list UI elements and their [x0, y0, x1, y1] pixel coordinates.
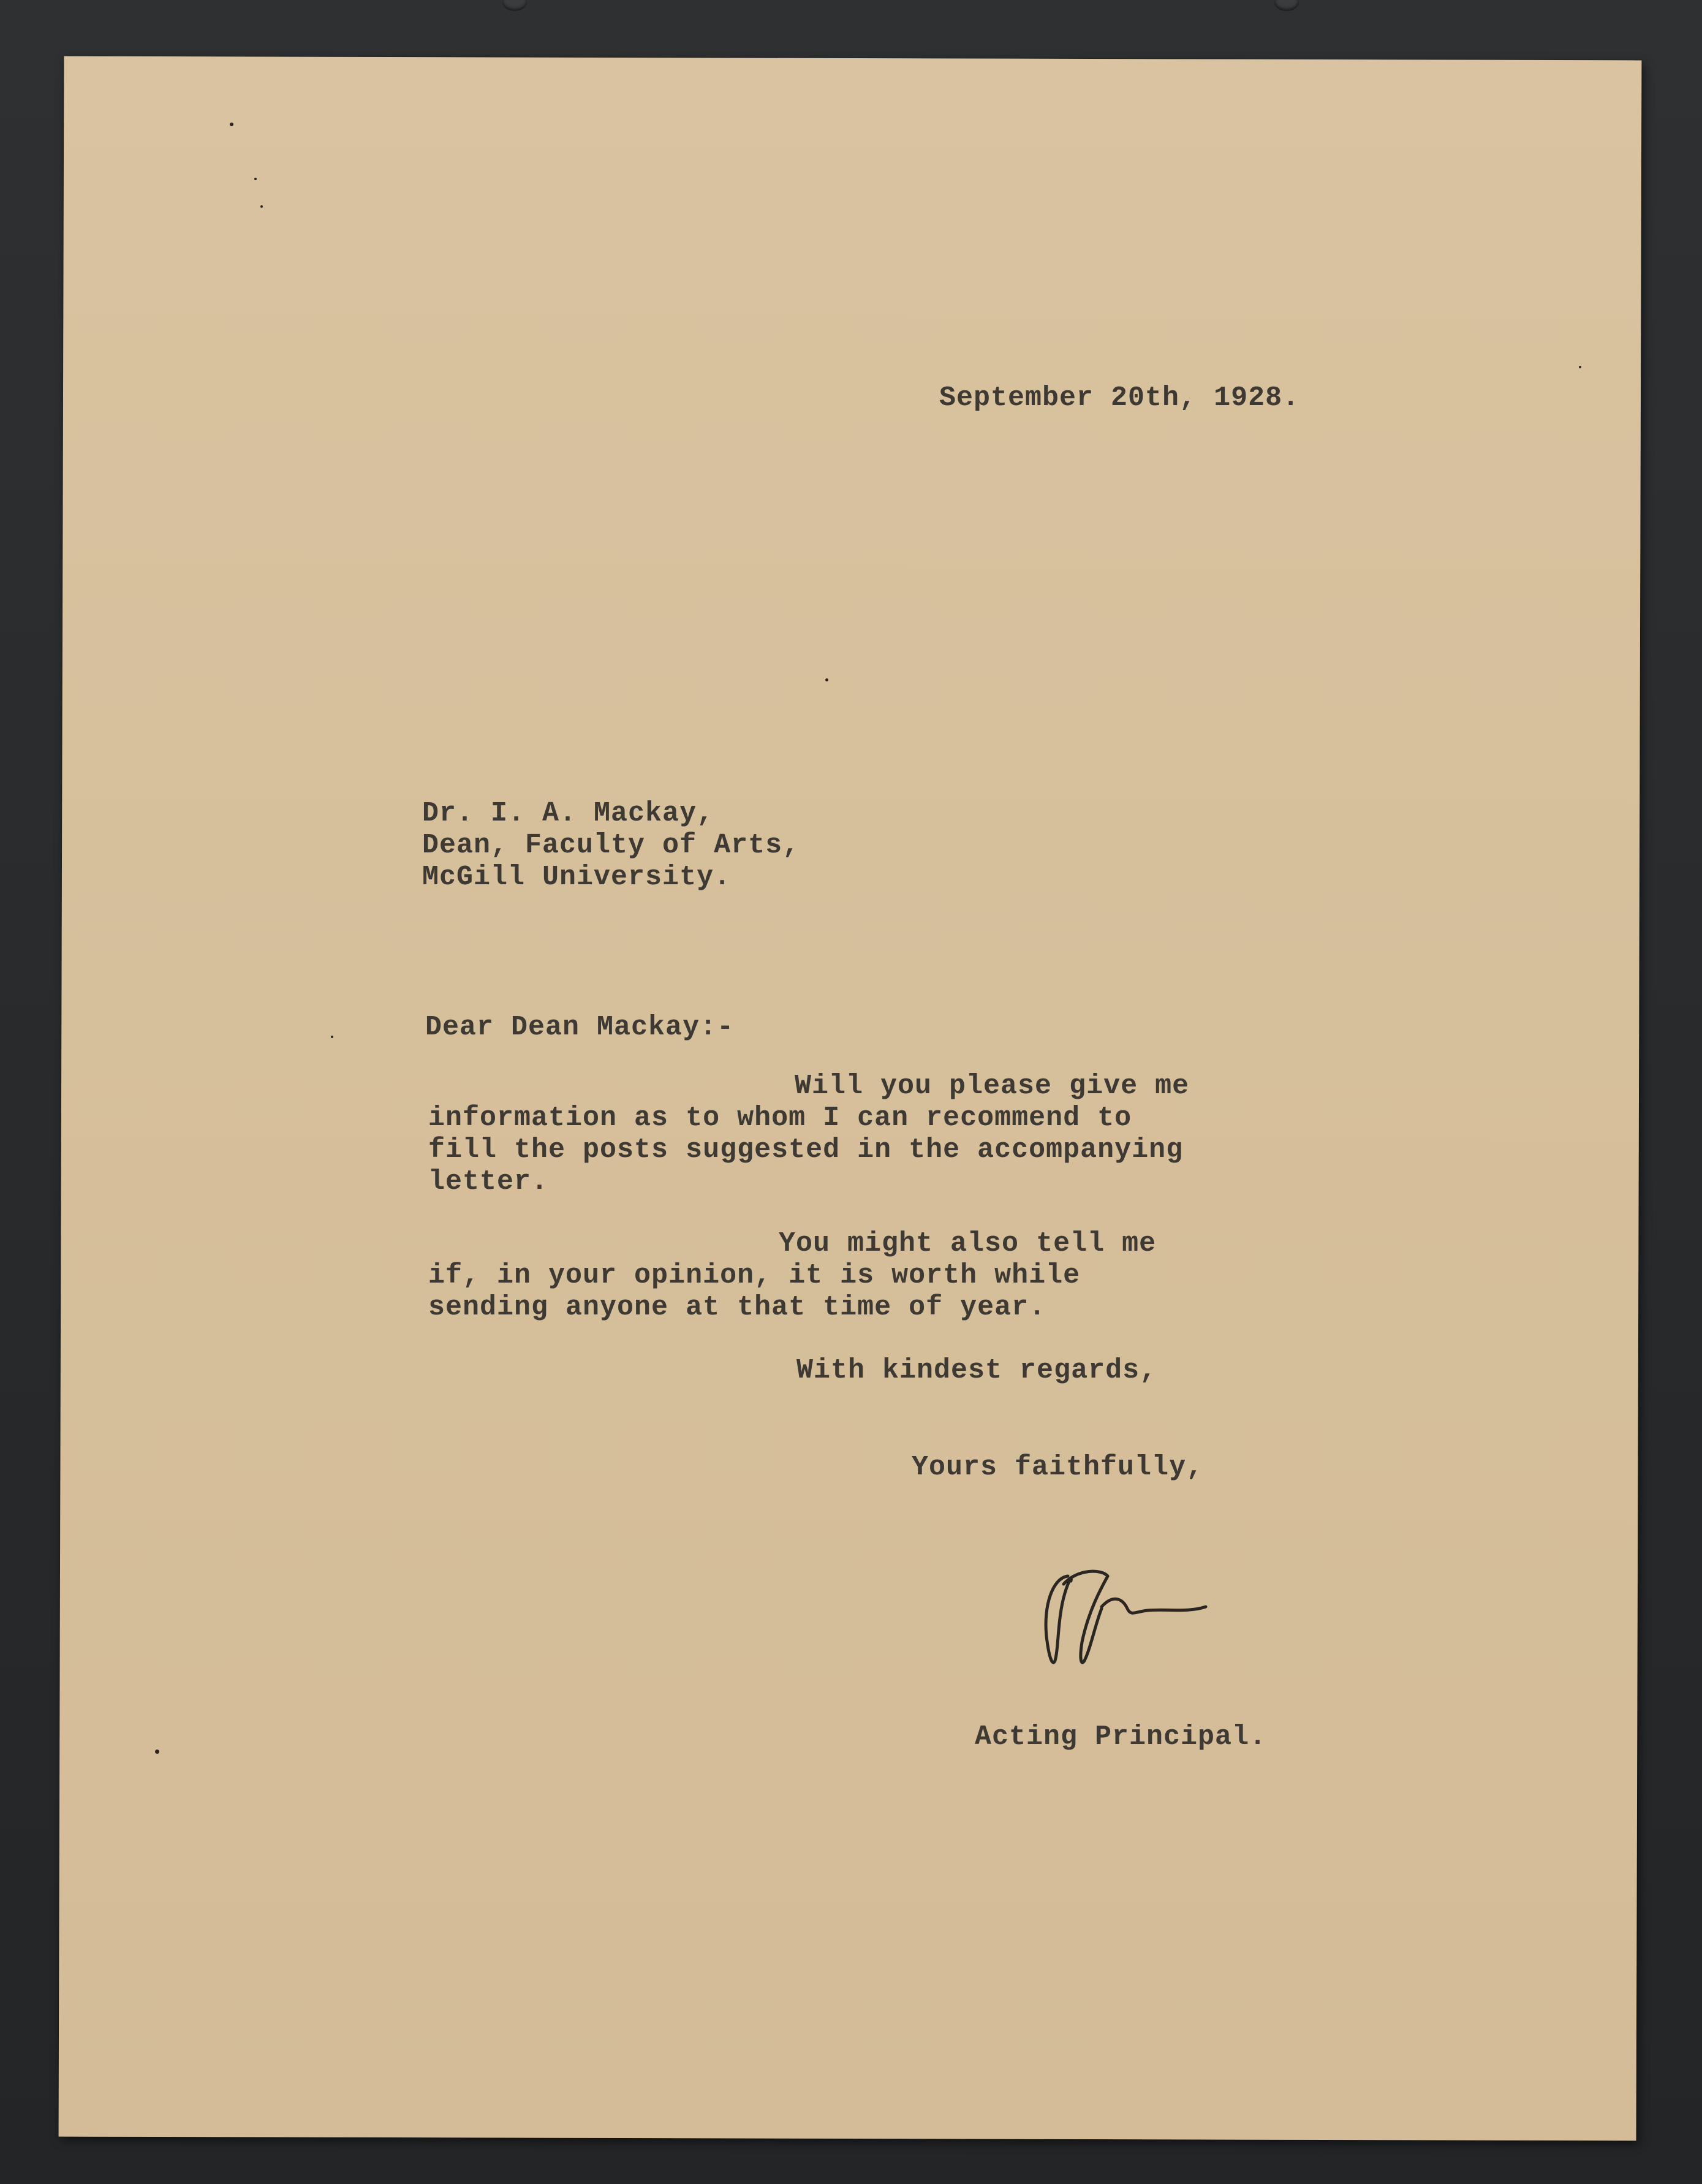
ink-speck [260, 205, 263, 208]
body-paragraph-2-line: You might also tell me [779, 1228, 1157, 1259]
ink-speck [230, 123, 233, 126]
recipient-position: Dean, Faculty of Arts, [422, 830, 800, 861]
recipient-institution: McGill University. [422, 862, 732, 893]
body-paragraph-2-line: sending anyone at that time of year. [428, 1292, 1046, 1323]
closing-line: With kindest regards, [796, 1355, 1157, 1386]
letter-date: September 20th, 1928. [939, 382, 1300, 414]
ink-speck [1579, 366, 1581, 368]
recipient-name: Dr. I. A. Mackay, [422, 798, 714, 829]
body-paragraph-1-line: fill the posts suggested in the accompanying [428, 1134, 1184, 1166]
body-paragraph-1-line: Will you please give me [795, 1071, 1190, 1102]
handwritten-signature [1010, 1550, 1255, 1691]
ink-speck [331, 1036, 333, 1038]
body-paragraph-2-line: if, in your opinion, it is worth while [428, 1260, 1081, 1291]
body-paragraph-1-line: information as to whom I can recommend to [428, 1102, 1132, 1134]
body-paragraph-1-line: letter. [428, 1166, 549, 1197]
ink-speck [254, 178, 257, 180]
salutation: Dear Dean Mackay:- [425, 1012, 735, 1043]
ink-speck [825, 678, 828, 681]
ink-speck [155, 1750, 159, 1754]
valediction: Yours faithfully, [912, 1452, 1204, 1483]
signer-title: Acting Principal. [975, 1721, 1267, 1753]
